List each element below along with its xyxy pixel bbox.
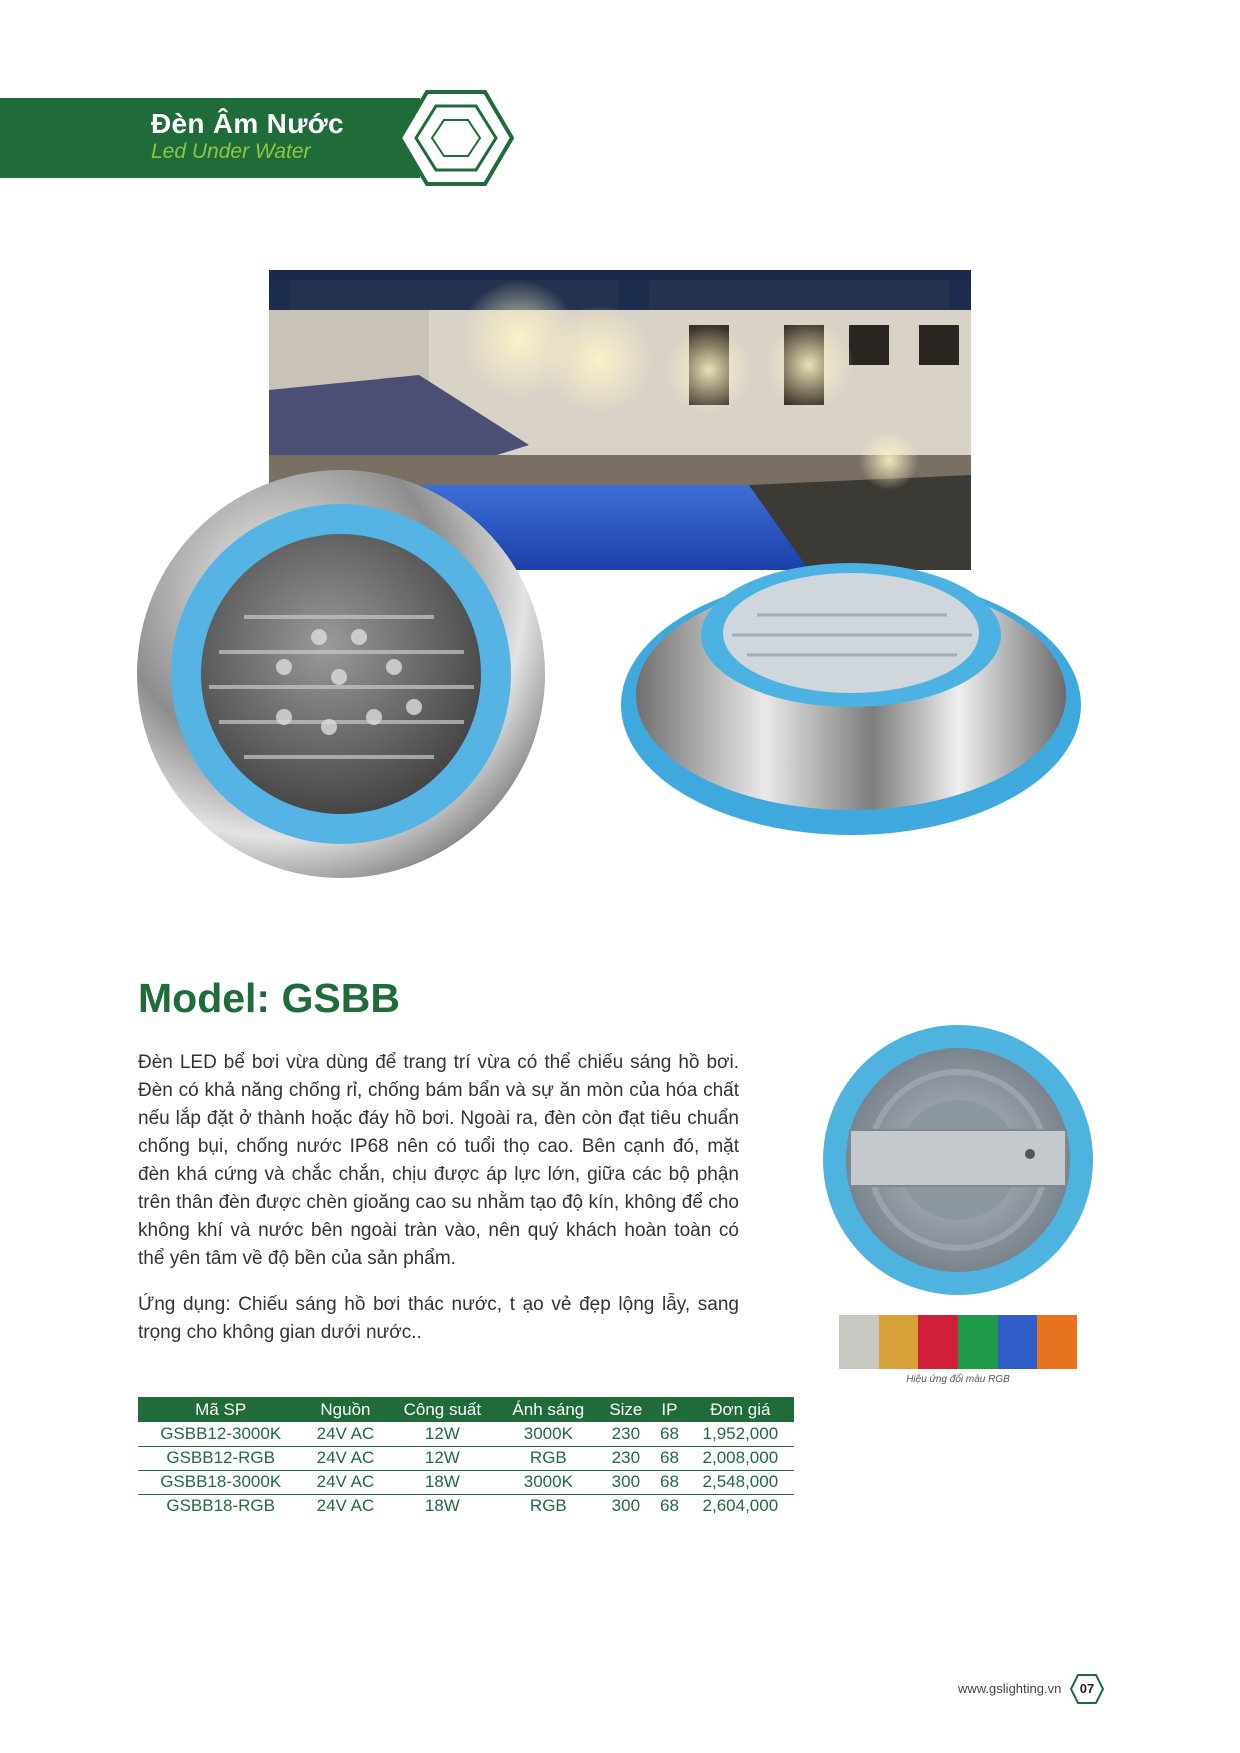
website-link[interactable]: www.gslighting.vn <box>958 1681 1062 1696</box>
cell-ip: 68 <box>652 1470 687 1494</box>
cell-power-source: 24V AC <box>303 1422 387 1446</box>
lamp-front-image <box>134 467 549 882</box>
cell-unit-price: 2,008,000 <box>687 1446 794 1470</box>
lamp-back-image <box>818 1020 1098 1300</box>
product-description: Đèn LED bể bơi vừa dùng để trang trí vừa có thể chiếu sáng hồ bơi. Đèn có khả năng chống rỉ, chống bám bẩn và sự ăn mòn của hóa chất nếu lắp đặt ở thành hoặc đáy hồ bơi. Ngoài ra, đèn còn đạt tiêu chuẩn chống bụi, chống nước IP68 nên có tuổi thọ cao. Bên cạnh đó, mặt đèn khá cứng và chắc chắn, chịu được áp lực lớn, giữa các bộ phận trên thân đèn được chèn gioăng cao su nhằm tạo độ kín, không để cho không khí và nước bên ngoài tràn vào, nên quý khách hoàn toàn có thể yên tâm về độ bền của sản phẩm. <box>138 1052 739 1269</box>
color-swatch-orange <box>1037 1315 1077 1369</box>
cell-power-source: 24V AC <box>316 1496 375 1516</box>
cell-light-color: RGB <box>497 1446 599 1470</box>
cell-product-code: GSBB12-3000K <box>138 1422 303 1446</box>
cell-ip: 68 <box>659 1496 679 1516</box>
page-number: 07 <box>1079 1681 1095 1696</box>
rgb-color-strip <box>839 1315 1077 1369</box>
cell-light-color: 3000K <box>497 1470 599 1494</box>
cell-power-source: 24V AC <box>303 1446 387 1470</box>
header-light-color: Ánh sáng <box>497 1397 599 1422</box>
cell-size: 300 <box>600 1470 653 1494</box>
cell-size: 230 <box>600 1422 653 1446</box>
header-power-source: Nguồn <box>303 1397 387 1422</box>
hexagon-logo-icon <box>398 88 514 188</box>
table-row <box>138 1446 794 1470</box>
cell-product-code: GSBB18-RGB <box>166 1496 275 1516</box>
cell-power-source: 24V AC <box>303 1470 387 1494</box>
rgb-strip-caption: Hiệu ứng đổi màu RGB <box>906 1374 1010 1385</box>
cell-light-color: RGB <box>529 1496 567 1516</box>
header-unit-price: Đơn giá <box>687 1397 794 1422</box>
cell-unit-price: 2,604,000 <box>702 1496 779 1516</box>
header-wattage: Công suất <box>388 1397 498 1422</box>
cell-product-code: GSBB18-3000K <box>138 1470 303 1494</box>
header-size: Size <box>600 1397 653 1422</box>
model-title: Model: GSBB <box>138 975 400 1021</box>
cell-ip: 68 <box>652 1446 687 1470</box>
color-swatch-white <box>839 1315 879 1369</box>
header-product-code: Mã SP <box>138 1397 303 1422</box>
table-row <box>138 1470 794 1494</box>
cell-unit-price: 2,548,000 <box>687 1470 794 1494</box>
cell-wattage: 12W <box>388 1446 498 1470</box>
product-application: Ứng dụng: Chiếu sáng hồ bơi thác nước, t ạo vẻ đẹp lộng lẫy, sang trọng cho không gian dưới nước.. <box>138 1294 739 1343</box>
cell-unit-price: 1,952,000 <box>687 1422 794 1446</box>
cell-product-code: GSBB12-RGB <box>138 1446 303 1470</box>
table-row <box>138 1422 794 1446</box>
cell-wattage: 18W <box>424 1496 460 1516</box>
table-header-row <box>138 1397 794 1422</box>
price-table <box>138 1397 794 1518</box>
color-swatch-green <box>958 1315 998 1369</box>
cell-ip: 68 <box>652 1422 687 1446</box>
color-swatch-yellow <box>879 1315 919 1369</box>
page-number-badge <box>1070 1674 1104 1704</box>
page-title: Đèn Âm Nước <box>151 108 344 139</box>
page-subtitle: Led Under Water <box>151 140 311 163</box>
table-row <box>138 1494 794 1518</box>
header-ip: IP <box>652 1397 687 1422</box>
cell-wattage: 18W <box>388 1470 498 1494</box>
cell-wattage: 12W <box>388 1422 498 1446</box>
lamp-side-image <box>617 555 1085 855</box>
color-swatch-red <box>918 1315 958 1369</box>
cell-size: 300 <box>611 1496 641 1516</box>
cell-size: 230 <box>600 1446 653 1470</box>
cell-light-color: 3000K <box>497 1422 599 1446</box>
color-swatch-blue <box>998 1315 1038 1369</box>
